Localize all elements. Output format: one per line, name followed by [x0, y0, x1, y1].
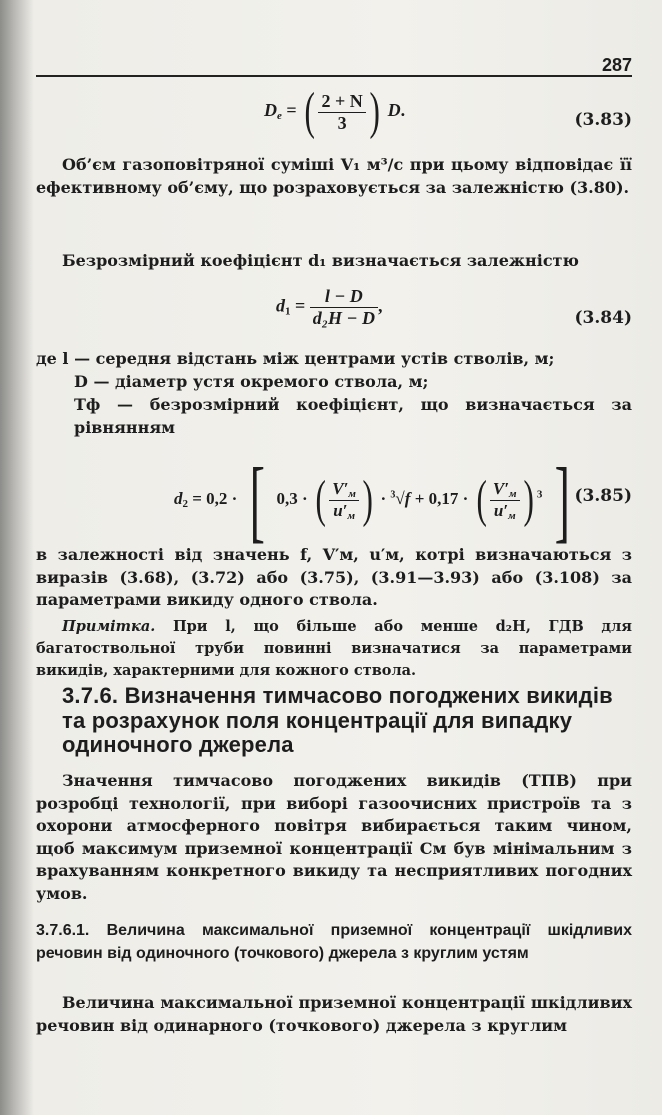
paragraph-d1-coefficient: Безрозмірний коефіцієнт d₁ визначається залежністю — [62, 251, 579, 270]
eq-383-fraction: $\frac{2 + N}{3}$ — [318, 91, 365, 134]
equation-3-84: d1 = $\frac{l - D}{\text{d₂H − D}}$ , (3.84) — [276, 286, 632, 328]
eq-383-number: (3.83) — [574, 110, 632, 130]
paragraph-tpv: Значення тимчасово погоджених викидів (ТПВ) при розробці технології, при виборі газоочисних пристроїв та з охорони атмосферного повітря вибирається таким чином, щоб максимум приземної концентрації Cм був мінімальним з врахуванням конкретного викиду та несприятливих погодних умов. — [36, 771, 632, 903]
equation-3-85: d2 = 0,2 · [ 0,3 · ( $\frac{V'м}{u'м}$ ) · $^3$√f + 0,17 · ( $\frac{V'м}{u'м}$ ) $^3$ ] (3.85) — [174, 449, 632, 551]
header-rule — [36, 75, 632, 77]
paragraph-dependency: в залежності від значень f, V′м, u′м, котрі визначаються з виразів (3.68), (3.72) або (3.75), (3.91—3.93) або (3.108) за параметрами викиду одного ствола. — [36, 545, 632, 609]
section-heading-3-7-6: 3.7.6. Визначення тимчасово погоджених викидів та розрахунок поля концентрації для випадку одиночного джерела — [62, 683, 613, 757]
definition-tf: Tф — безрозмірний коефіцієнт, що визначається за рівнянням — [74, 395, 632, 437]
eq-385-number: (3.85) — [574, 486, 632, 506]
page-number: 287 — [601, 55, 632, 75]
section-heading-3-7-6-1: 3.7.6.1. Величина максимальної приземної концентрації шкідливих речовин від одиночного (точкового) джерела з круглим устям — [36, 922, 632, 962]
eq-384-fraction: $\frac{l - D}{\text{d₂H − D}}$ — [310, 286, 378, 329]
paragraph-max-concentration: Величина максимальної приземної концентрації шкідливих речовин від одинарного (точкового) джерела з круглим — [36, 993, 632, 1035]
definition-l: де l — середня відстань між центрами устів стволів, м; — [36, 349, 555, 368]
paragraph-gas-volume: Об’єм газоповітряної суміші V₁ м³/с при цьому відповідає її ефективному об’єму, що розраховується за залежністю (3.80). — [36, 155, 632, 197]
note-label: Примітка. — [62, 618, 156, 635]
equation-3-83: De = ( $\frac{2 + N}{3}$ ) D. (3.83) — [264, 83, 632, 140]
definition-d: D — діаметр устя окремого ствола, м; — [74, 372, 429, 391]
eq-383-lhs: D — [264, 100, 277, 121]
note-paragraph — [36, 616, 632, 682]
note-text: При l, що більше або менше d₂H, ГДВ для багатоствольної труби повинні визначатися за параметрами викидів, характерними для кожного ствола. — [36, 618, 632, 679]
eq-384-number: (3.84) — [574, 308, 632, 328]
